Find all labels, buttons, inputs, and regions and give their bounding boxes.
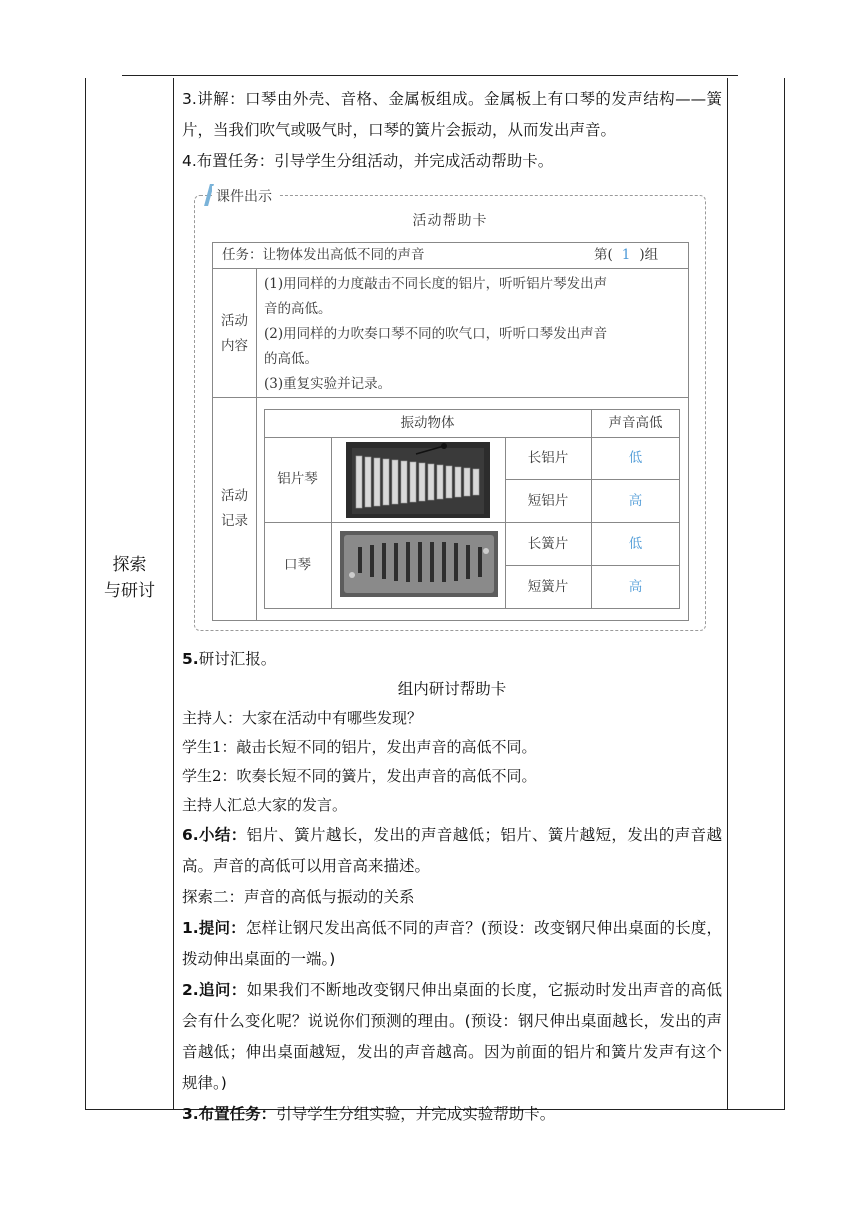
step-text: 铝片、簧片越长，发出的声音越低；铝片、簧片越短，发出的声音越高。声音的高低可以用音高来描述。 (182, 826, 722, 875)
discussion-line: 学生1：敲击长短不同的铝片，发出声音的高低不同。 (182, 738, 537, 756)
header-object: 振动物体 (400, 415, 455, 431)
paragraph-assign-task: 4.布置任务：引导学生分组活动，并完成活动帮助卡。 (182, 152, 554, 170)
content-line: (1)用同样的力度敲击不同长度的铝片，听听铝片琴发出声 (264, 276, 608, 292)
paragraph-question (182, 913, 722, 975)
part-cell: 短铝片 (527, 493, 569, 509)
task-label: 任务：让物体发出高低不同的声音 (222, 247, 425, 263)
section-label (86, 552, 173, 604)
column-divider-right (727, 78, 728, 1110)
top-rule (122, 75, 738, 76)
content-line: (3)重复实验并记录。 (264, 376, 392, 392)
section-label-line2: 与研讨 (104, 581, 155, 601)
discussion-line: 学生2：吹奏长短不同的簧片，发出声音的高低不同。 (182, 767, 537, 785)
paragraph-explain: 3.讲解：口琴由外壳、音格、金属板组成。金属板上有口琴的发声结构——簧片，当我们吹气或吸气时，口琴的簧片会振动，从而发出声音。 (182, 90, 722, 139)
discussion-section (182, 644, 722, 1130)
step-number: 1.提问： (182, 919, 246, 937)
record-label-1: 活动 (221, 488, 248, 504)
group-suffix: )组 (639, 247, 659, 263)
xylophone-photo (346, 442, 490, 518)
intro-paragraphs (182, 84, 722, 177)
content-line: 的高低。 (264, 351, 318, 367)
record-label (212, 484, 257, 534)
paragraph-report (182, 644, 722, 675)
record-row-divider (505, 479, 680, 480)
part-cell: 长铝片 (527, 450, 569, 466)
paragraph-followup (182, 975, 722, 1099)
card-tag: 课件出示 (212, 186, 278, 206)
header-pitch: 声音高低 (608, 415, 663, 431)
pitch-cell: 低 (628, 450, 643, 466)
step-number: 5. (182, 650, 199, 668)
record-label-2: 记录 (221, 513, 248, 529)
content-line: 音的高低。 (264, 301, 332, 317)
discussion-line: 主持人汇总大家的发言。 (182, 796, 348, 814)
record-group-divider (264, 522, 680, 523)
discussion-card-title: 组内研讨帮助卡 (397, 680, 507, 698)
discussion-line: 主持人：大家在活动中有哪些发现？ (182, 709, 423, 727)
content-text (264, 272, 684, 397)
paragraph-summary (182, 820, 722, 882)
record-col-divider-instrument (331, 437, 332, 609)
step-text: 如果我们不断地改变钢尺伸出桌面的长度，它振动时发出声音的高低会有什么变化呢？说说你们预测的理由。(预设：钢尺伸出桌面越长，发出的声音越低；伸出桌面越短，发出的声音越高。因为前面的铝片和簧片发声有这个规律。) (182, 981, 722, 1092)
part-cell: 长簧片 (527, 536, 569, 552)
step-number: 2.追问： (182, 981, 247, 999)
pitch-cell: 高 (628, 493, 643, 509)
step-number: 6.小结： (182, 826, 247, 844)
instrument-harmonica: 口琴 (284, 557, 311, 573)
group-number (594, 243, 658, 268)
content-label-1: 活动 (221, 313, 248, 329)
step-text: 怎样让钢尺发出高低不同的声音？(预设：改变钢尺伸出桌面的长度，拨动伸出桌面的一端。) (182, 919, 722, 968)
exploration-two-heading: 探索二：声音的高低与振动的关系 (182, 888, 415, 906)
harmonica-photo (340, 531, 498, 597)
step-text: 引导学生分组实验，并完成实验帮助卡。 (276, 1105, 556, 1123)
part-cell: 短簧片 (527, 579, 569, 595)
step-number: 3.布置任务： (182, 1105, 277, 1123)
group-prefix: 第( (594, 247, 613, 263)
step-text: 研讨汇报。 (198, 650, 277, 668)
instrument-xylophone: 铝片琴 (277, 471, 318, 487)
content-line: (2)用同样的力吹奏口琴不同的吹气口，听听口琴发出声音 (264, 326, 608, 342)
card-title: 活动帮助卡 (412, 213, 488, 229)
pitch-cell: 低 (628, 536, 643, 552)
record-row-divider (505, 565, 680, 566)
pitch-cell: 高 (628, 579, 643, 595)
column-divider-left (173, 78, 174, 1110)
content-label (212, 309, 257, 359)
section-label-line1: 探索 (112, 555, 147, 575)
group-num: 1 (621, 247, 631, 263)
record-header-divider (264, 437, 680, 438)
content-label-2: 内容 (221, 338, 248, 354)
paragraph-assign-experiment (182, 1099, 722, 1130)
